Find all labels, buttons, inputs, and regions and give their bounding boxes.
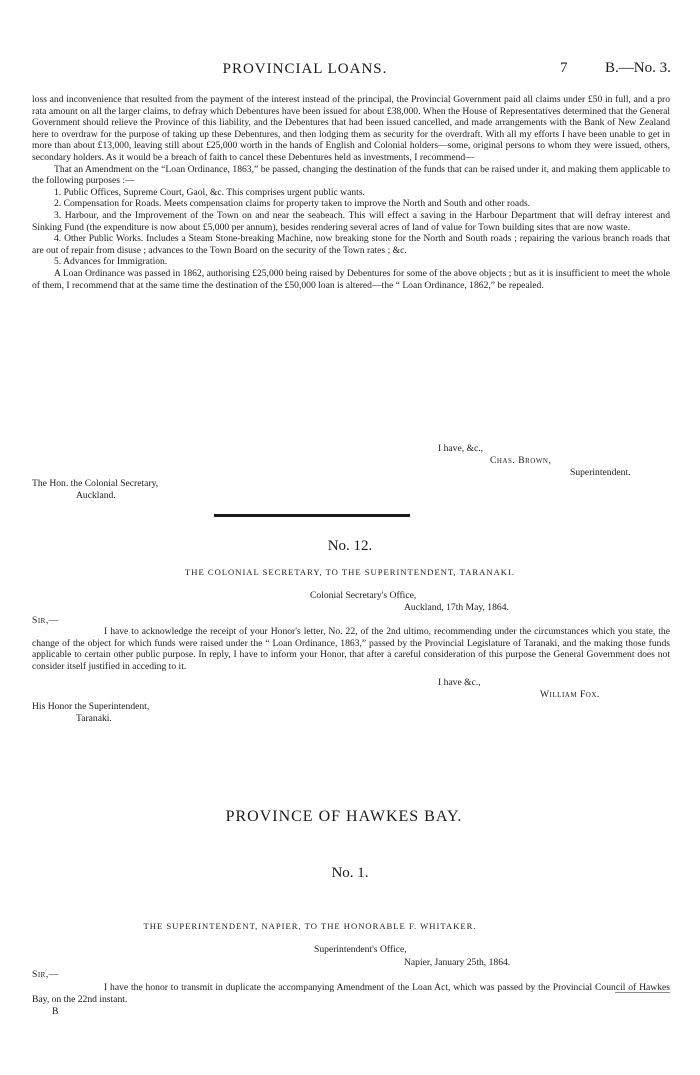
list-item: 4. Other Public Works. Includes a Steam Stone-breaking Machine, now breaking stone for the North and South roads ; repairing the various branch roads that are out of repair from disuse ; advances to the Town Board on the security of the Town rates ; &c. xyxy=(32,233,670,256)
signature: William Fox. xyxy=(540,689,600,700)
office: Colonial Secretary's Office, xyxy=(310,590,417,601)
addressee: His Honor the Superintendent, xyxy=(32,701,150,712)
salutation: Sir,— xyxy=(32,615,59,626)
place-date: Auckland, 17th May, 1864. xyxy=(404,602,509,613)
page-title: PROVINCIAL LOANS. xyxy=(222,61,388,77)
place-date: Napier, January 25th, 1864. xyxy=(404,957,511,968)
page-number: 7 xyxy=(560,60,568,76)
addressee-place: Auckland. xyxy=(76,490,116,501)
office: Superintendent's Office, xyxy=(314,944,407,955)
addressee: The Hon. the Colonial Secretary, xyxy=(32,478,159,489)
document-number: No. 12. xyxy=(327,538,373,554)
letter-caption: THE COLONIAL SECRETARY, TO THE SUPERINTENDENT, TARANAKI. xyxy=(184,567,516,577)
valediction: I have, &c., xyxy=(438,443,484,454)
document-reference: B.—No. 3. xyxy=(605,60,671,76)
signature-title: Superintendent. xyxy=(570,467,631,478)
addressee-place: Taranaki. xyxy=(76,713,112,724)
paragraph: That an Amendment on the “Loan Ordinance, 1863,” be passed, changing the destination of the funds that can be raised under it, and making them applicable to the following purposes :— xyxy=(32,163,670,187)
paragraph: loss and inconvenience that resulted from the payment of the interest instead of the principal, the Provincial Government paid all claims under £50 in full, and a pro rata amount on all the larger claims, to defray which Debentures have been issued for about £38,000. When the House of Representatives determined that the General Government should relieve the Province of this liability, and the Debentures that had been issued cancelled, and made arrangements with the Bank of New Zealand here to overdraw for the purpose of taking up these Debentures, and then lodging them as security for the overdraft. With all my efforts I have been unable to get in more than about £13,000, leaving still about £25,000 worth in the hands of English and Colonial holders—some, original persons to whom they were issued, others, secondary holders. As it would be a breach of faith to cancel these Debentures held as investments, I recommend— xyxy=(32,94,670,163)
salutation: Sir,— xyxy=(32,969,59,980)
paragraph: I have to acknowledge the receipt of your Honor's letter, No. 22, of the 2nd ultimo, recommending under the circumstances which you state, the change of the object for which funds were raised under the “ Loan Ordinance, 1863,” passed by the Provincial Legislature of Taranaki, and the making those funds applicable to certain other public purpose. In reply, I have to inform your Honor, that after a careful consideration of this purpose the General Government does not consider itself justified in acceding to it. xyxy=(32,626,670,672)
letter-1-body xyxy=(32,94,670,291)
valediction: I have &c., xyxy=(438,677,481,688)
letter-caption: THE SUPERINTENDENT, NAPIER, TO THE HONORABLE F. WHITAKER. xyxy=(143,921,477,931)
signature: Chas. Brown, xyxy=(490,455,552,466)
list-item: 1. Public Offices, Supreme Court, Gaol, &c. This comprises urgent public wants. xyxy=(54,186,365,198)
list-item: 2. Compensation for Roads. Meets compensation claims for property taken to improve the North and South and other roads. xyxy=(54,198,531,210)
letter-2-body xyxy=(32,626,670,672)
list-item: 5. Advances for Immigration. xyxy=(54,256,168,268)
divider xyxy=(214,514,410,517)
document-number: No. 1. xyxy=(331,865,369,881)
letter-3-body xyxy=(32,982,670,1005)
signature-mark: B xyxy=(52,1006,59,1017)
section-title: PROVINCE OF HAWKES BAY. xyxy=(225,808,463,825)
paragraph: A Loan Ordinance was passed in 1862, authorising £25,000 being raised by Debentures for some of the above objects ; but as it is insufficient to meet the whole of them, I recommend that at the same time the destination of the £50,000 loan is altered—the “ Loan Ordinance, 1862,” be repealed. xyxy=(32,267,670,291)
list-item: 3. Harbour, and the Improvement of the Town on and near the seabeach. This will effect a saving in the Harbour Department that will defray interest and Sinking Fund (the expenditure is now about £5,000 per annum), besides rendering several acres of land of value for Town building sites that are now waste. xyxy=(32,209,670,233)
paragraph: I have the honor to transmit in duplicate the accompanying Amendment of the Loan Act, which was passed by the Provincial Council of Hawkes Bay, on the 22nd instant. xyxy=(32,982,670,1005)
